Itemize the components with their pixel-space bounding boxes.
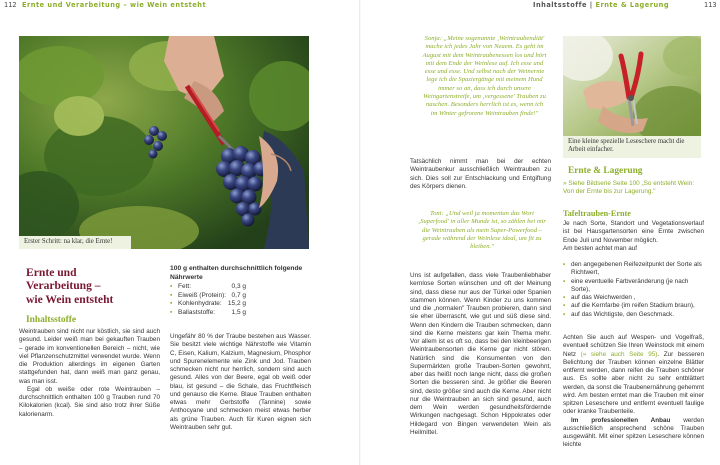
page-title-line-2: Verarbeitung – (26, 279, 101, 293)
right-photo-caption: Eine kleine spezielle Leseschere macht die Arbeit einfacher. (563, 136, 701, 158)
cross-reference: » Siehe Bildserie Seite 100 „So entsteht Wein: Von der Ernte bis zur Lagerung." (563, 180, 694, 196)
column-3-intro (410, 158, 551, 191)
section-heading-inhaltsstoffe: Inhaltsstoffe (26, 315, 77, 325)
paragraph: Achten Sie auch auf Wespen- und Vogelfraß, eventuell schützen Sie Ihren Weinstock mit einem Netz (» siehe auch Seite 95). Zur besseren Belichtung der Trauben können einzelne Blätter entfernt werden, dann reifen die Trauben schöner aus. Es sollte aber nicht zu sehr entblättert werden, da sonst die Traubenernährung gehemmt wird. Am besten erntet man die Trauben mit einer spitzen Leseschere und entfernt eventuell faulige oder kranke Traubenteile. (563, 334, 704, 416)
nutrient-list (170, 283, 246, 317)
right-running-title-highlight: Ernte & Lagerung (595, 1, 670, 9)
section-heading-tafeltrauben: Tafeltrauben-Ernte (563, 209, 631, 218)
left-column-text (19, 328, 160, 419)
harvest-checklist (563, 261, 704, 319)
paragraph: Tatsächlich nimmt man bei der echten Weintraubenkur ausschließlich Weintrauben zu sich. Dies soll zur Entschlackung und Entgiftung des Körpers dienen. (410, 158, 551, 190)
page-reference-link[interactable]: (» siehe auch Seite 95) (580, 350, 658, 358)
page-title (26, 266, 166, 306)
paragraph: Egal ob weiße oder rote Weintrauben – durchschnittlich enthalten 100 g Trauben rund 70 Kilokalorien (kcal). Sie sind also trotz ihrer Süße kalorienarm. (19, 385, 160, 418)
grape-harvest-photo (19, 36, 309, 249)
list-item: ▪ auf das Wichtigste, den Geschmack. (563, 310, 674, 318)
paragraph: Am besten achtet man auf (563, 244, 638, 252)
paragraph: Uns ist aufgefallen, dass viele Traubenliebhaber kernlose Sorten wünschen und oft der Meinung sind, dass diese nur aus der Türkei oder Spanien stammen können. Wenn Kinder zu uns kommen und die „normalen" Trauben probieren, dann sind sie eher überrascht, wie gut und süß diese sind. Wenn den Kindern die Trauben schmecken, dann sind die Kerne meistens gar kein Thema mehr. Vor allem ist es oft so, dass bei den kleinbeerigen Weintraubensorten die Kerne gar nicht stören. Natürlich sind die Konsumenten von den Supermärkten große Trauben-Sorten gewohnt, aber das heißt noch lange nicht, dass die großen Sorten die besseren sind. Je größer die Beeren sind, desto größer sind auch die Kerne. Aber nicht nur die Weintrauben an sich sind gesund, auch dem Wein werden gesundheitsfördernde Wirkungen nachgesagt. Schon Hippokrates oder Hildegard von Bingen verwendeten Wein als Heilmittel. (410, 272, 551, 436)
nutrient-item: ▪ Kohlenhydrate: 15,2 g (170, 300, 246, 308)
paragraph: Je nach Sorte, Standort und Vegetationsverlauf ist bei Hausgartensorten eine Ernte zwischen Ende Juli und November möglich. (563, 220, 704, 244)
list-item: ▪ auf das Weichwerden , (563, 294, 636, 301)
column-4-intro (563, 220, 704, 253)
quote-sonja: Sonja: „Meine sogenannte ‚Weintraubendiät' mache ich jedes Jahr von Neuem. Es geht im August mit dem Weintraubenessen los und hört mit dem Ende der Weinlese auf. Ich esse und esse und esse. Und selbst nach der Weinernte lege ich die Spaziergänge mit meinem Hund immer so an, dass ich durch unsere Weingartenstreife, um ‚vergessene' Trauben zu naschen. Besonders herrlich ist es, wenn ich im Winter gefrorene Weintrauben finde!" (422, 35, 547, 117)
section-heading-ernte-lagerung: Ernte & Lagerung (568, 166, 643, 176)
book-gutter (359, 0, 361, 465)
paragraph: Weintrauben sind nicht nur köstlich, sie sind auch gesund. Leider weiß man bei gekauften Trauben – gerade im konventionellen Bereich – nicht, wie viel Pflanzenschutzmittel verwendet wurde. Wenn die Produktion allerdings im eigenen Garten stattgefunden hat, dann weiß man ganz genau, was man isst. (19, 328, 160, 385)
list-item: ▪ auf die Kernfarbe (im reifen Stadium braun), (563, 302, 695, 310)
nutrient-item: ▪ Fett: 0,3 g (170, 283, 246, 290)
nutrient-heading: 100 g enthalten durchschnittlich folgende Nährwerte (170, 265, 303, 281)
left-photo-caption: Erster Schritt: na klar, die Ernte! (19, 236, 131, 249)
shears-photo (563, 36, 701, 136)
right-running-title-prefix: Inhaltsstoffe | (533, 1, 596, 9)
column-3-text (410, 272, 551, 437)
page-title-line-3: wie Wein entsteht (26, 292, 114, 306)
right-running-title (533, 1, 669, 9)
middle-column-text (170, 333, 311, 432)
paragraph: Ungefähr 80 % der Traube bestehen aus Wasser. Sie besitzt viele wichtige Nährstoffe wie Vitamin C, Eisen, Kalium, Kalzium, Magnesium, Phosphor und Spurenelemente wie Zink und Jod. Trauben schmecken nicht nur herrlich, sondern sind auch gesund. Alles von der Beere, egal ob weiß oder blau, ist gesund – die Schale, das Fruchtfleisch und genauso die Kerne. Blaue Trauben enthalten etwas mehr Gerbstoffe (Tannine) sowie Anthocyane und schmecken meist etwas herber als grüne Trauben. Auch für Kuren eignen sich Weintrauben sehr gut. (170, 333, 311, 431)
page-title-line-1: Ernte und (26, 266, 77, 279)
left-page-number: 112 (4, 1, 17, 9)
column-4-text (563, 334, 704, 450)
list-item: ▪ eine eventuelle Farbveränderung (je nach Sorte), (563, 277, 689, 293)
quote-toni: Toni: „Und weil ja momentan das Wort ‚Superfood' in aller Munde ist, so zählen bei mir die Weintrauben als mein Super-Powerfood – gerade während der Weinlese ideal, um fit zu bleiben." (418, 210, 546, 251)
list-item: ▪ den angegebenen Reifezeitpunkt der Sorte als Richtwert, (563, 261, 702, 277)
nutrient-item: ▪ Eiweiß (Protein): 0,7 g (170, 291, 246, 299)
left-running-title: Ernte und Verarbeitung – wie Wein entsteht (22, 1, 207, 9)
paragraph: Im professionellen Anbau werden ausschließlich ansprechend schöne Trauben ausgewählt. Mit einer spitzen Leseschere können leichte (563, 416, 704, 449)
right-page-number: 113 (704, 1, 717, 9)
nutrient-item: ▪ Ballaststoffe: 1,5 g (170, 308, 246, 316)
